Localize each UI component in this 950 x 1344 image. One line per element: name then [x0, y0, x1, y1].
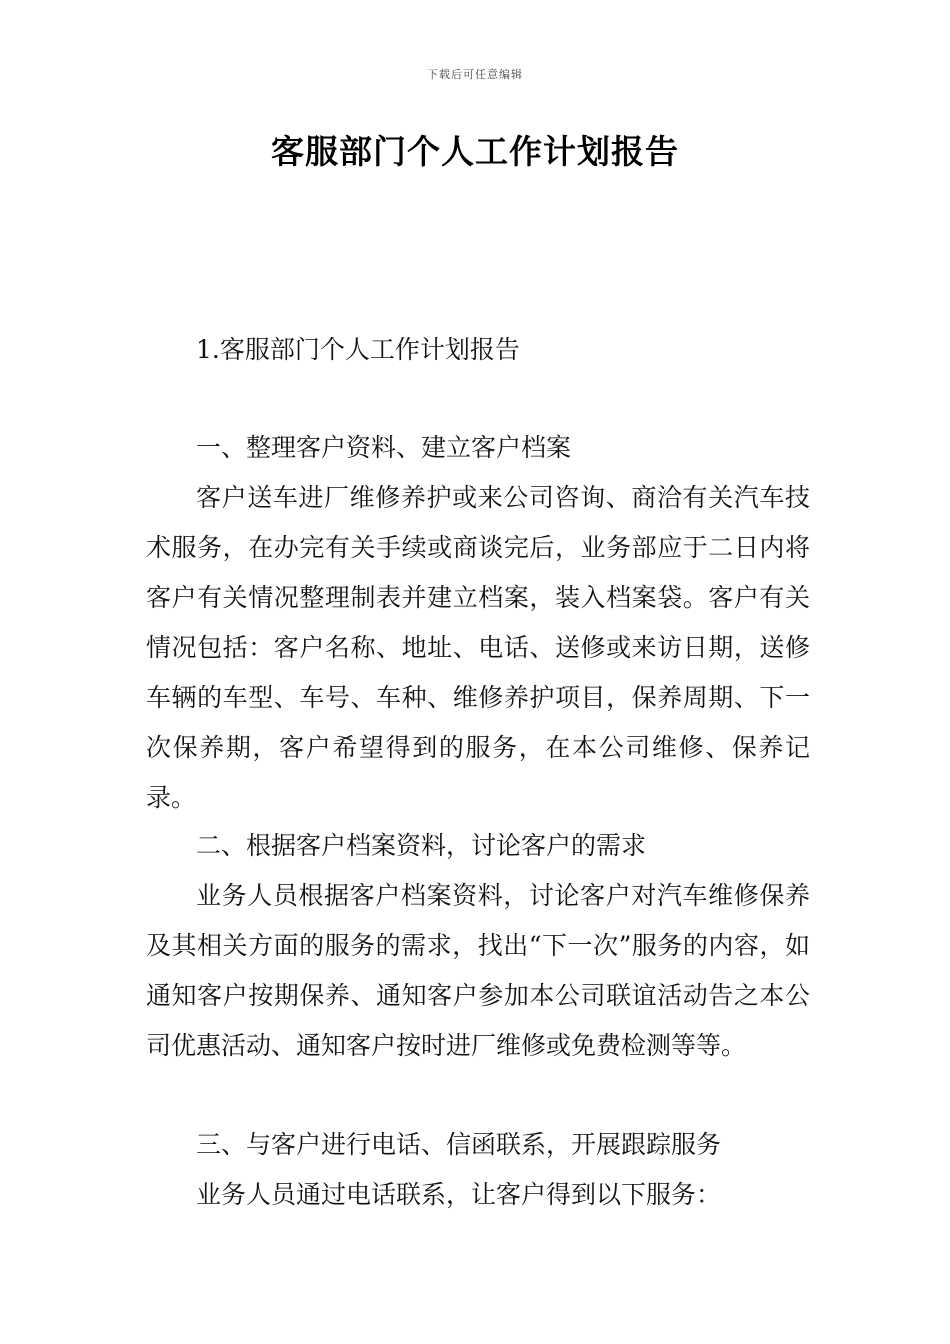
section1-body	[146, 473, 810, 823]
section3-heading: 三、与客户进行电话、信函联系，开展跟踪服务	[196, 1130, 722, 1159]
section2-heading: 二、根据客户档案资料，讨论客户的需求	[196, 831, 647, 860]
section1-paragraph: 客户送车进厂维修养护或来公司咨询、商洽有关汽车技术服务，在办完有关手续或商谈完后，业务部应于二日内将客户有关情况整理制表并建立档案，装入档案袋。客户有关情况包括：客户名称、地址、电话、送修或来访日期，送修车辆的车型、车号、车种、维修养护项目，保养周期、下一次保养期，客户希望得到的服务，在本公司维修、保养记录。	[146, 483, 810, 812]
section3-paragraph: 业务人员通过电话联系，让客户得到以下服务：	[196, 1180, 722, 1209]
section1-heading: 一、整理客户资料、建立客户档案	[196, 433, 572, 462]
header-note: 下载后可任意编辑	[427, 68, 523, 81]
document-subtitle: 1.客服部门个人工作计划报告	[196, 335, 520, 364]
section2-paragraph: 业务人员根据客户档案资料，讨论客户对汽车维修保养及其相关方面的服务的需求，找出“下一次”服务的内容，如通知客户按期保养、通知客户参加本公司联谊活动告之本公司优惠活动、通知客户按时进厂维修或免费检测等等。	[146, 881, 810, 1060]
document-title: 客服部门个人工作计划报告	[271, 132, 679, 171]
section2-body	[146, 871, 810, 1071]
